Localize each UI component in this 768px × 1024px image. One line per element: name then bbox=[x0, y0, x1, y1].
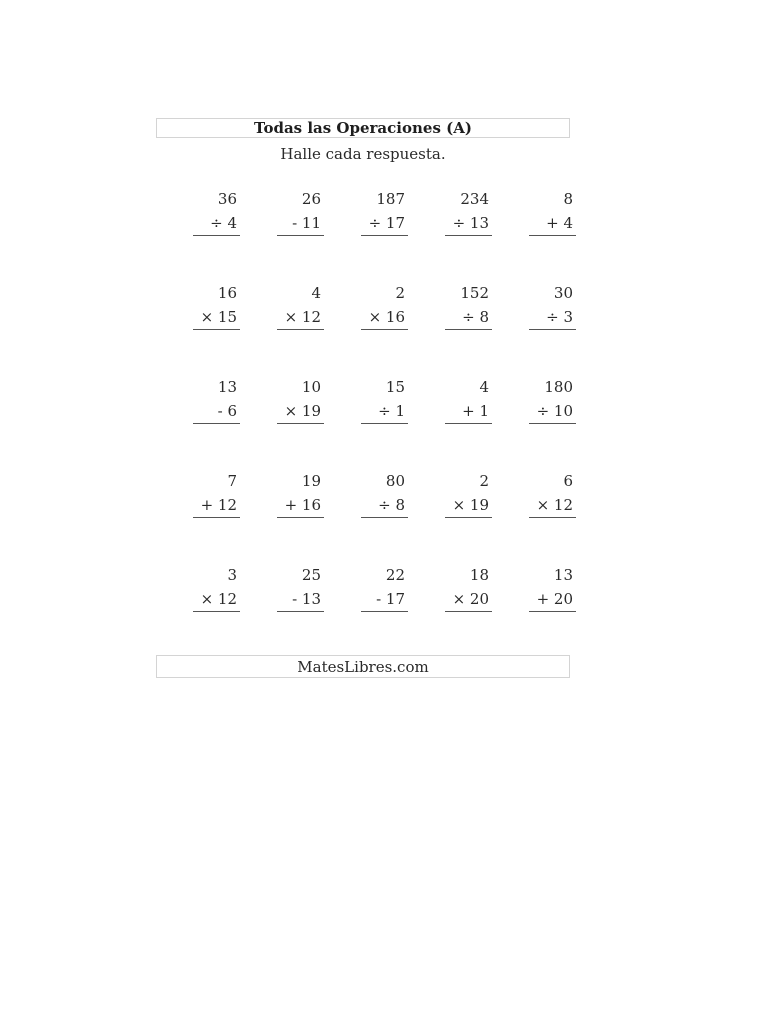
problem-top-number: 13 bbox=[217, 378, 237, 396]
answer-line bbox=[445, 235, 492, 236]
problem-row bbox=[156, 283, 576, 377]
problem-top-number: 36 bbox=[217, 190, 237, 208]
problem-top-number: 26 bbox=[301, 190, 321, 208]
math-problem bbox=[324, 471, 408, 565]
answer-line bbox=[361, 611, 408, 612]
answer-line bbox=[277, 329, 324, 330]
problem-operator-number: ÷ 8 bbox=[462, 308, 489, 326]
problem-top-number: 2 bbox=[479, 472, 489, 490]
problem-operator-number: × 19 bbox=[452, 496, 489, 514]
site-credit: MatesLibres.com bbox=[297, 658, 429, 676]
problem-top-number: 22 bbox=[385, 566, 405, 584]
problem-operator-number: - 13 bbox=[292, 590, 321, 608]
worksheet-title: Todas las Operaciones (A) bbox=[254, 119, 472, 137]
footer-box bbox=[156, 655, 570, 678]
math-problem bbox=[492, 565, 576, 659]
math-problem bbox=[240, 377, 324, 471]
problem-operator-number: × 16 bbox=[368, 308, 405, 326]
math-problem bbox=[492, 189, 576, 283]
problem-operator-number: - 6 bbox=[217, 402, 237, 420]
math-problem bbox=[240, 565, 324, 659]
problem-row bbox=[156, 565, 576, 659]
problem-operator-number: ÷ 10 bbox=[536, 402, 573, 420]
answer-line bbox=[445, 611, 492, 612]
math-problem bbox=[156, 189, 240, 283]
problem-operator-number: ÷ 8 bbox=[378, 496, 405, 514]
answer-line bbox=[277, 423, 324, 424]
problem-operator-number: + 16 bbox=[284, 496, 321, 514]
problem-top-number: 7 bbox=[227, 472, 237, 490]
problem-operator-number: ÷ 3 bbox=[546, 308, 573, 326]
answer-line bbox=[193, 235, 240, 236]
problem-operator-number: - 11 bbox=[292, 214, 321, 232]
problem-operator-number: × 19 bbox=[284, 402, 321, 420]
math-problem bbox=[156, 283, 240, 377]
math-problem bbox=[324, 377, 408, 471]
problem-top-number: 2 bbox=[395, 284, 405, 302]
answer-line bbox=[193, 329, 240, 330]
problem-top-number: 152 bbox=[460, 284, 489, 302]
math-problem bbox=[492, 471, 576, 565]
answer-line bbox=[529, 611, 576, 612]
answer-line bbox=[277, 611, 324, 612]
problem-top-number: 25 bbox=[301, 566, 321, 584]
math-problem bbox=[324, 283, 408, 377]
math-problem bbox=[156, 565, 240, 659]
problem-grid bbox=[156, 189, 576, 659]
problem-top-number: 13 bbox=[553, 566, 573, 584]
answer-line bbox=[361, 423, 408, 424]
problem-operator-number: ÷ 13 bbox=[452, 214, 489, 232]
answer-line bbox=[193, 611, 240, 612]
problem-top-number: 4 bbox=[479, 378, 489, 396]
answer-line bbox=[193, 423, 240, 424]
problem-operator-number: - 17 bbox=[376, 590, 405, 608]
problem-operator-number: × 12 bbox=[536, 496, 573, 514]
math-problem bbox=[408, 377, 492, 471]
problem-row bbox=[156, 471, 576, 565]
problem-operator-number: ÷ 17 bbox=[368, 214, 405, 232]
answer-line bbox=[361, 235, 408, 236]
answer-line bbox=[361, 329, 408, 330]
problem-row bbox=[156, 377, 576, 471]
problem-operator-number: ÷ 4 bbox=[210, 214, 237, 232]
problem-operator-number: + 20 bbox=[536, 590, 573, 608]
problem-top-number: 8 bbox=[563, 190, 573, 208]
problem-row bbox=[156, 189, 576, 283]
math-problem bbox=[156, 377, 240, 471]
math-problem bbox=[408, 471, 492, 565]
math-problem bbox=[240, 471, 324, 565]
problem-top-number: 16 bbox=[217, 284, 237, 302]
problem-top-number: 15 bbox=[385, 378, 405, 396]
problem-operator-number: × 12 bbox=[284, 308, 321, 326]
problem-top-number: 4 bbox=[311, 284, 321, 302]
problem-operator-number: + 12 bbox=[200, 496, 237, 514]
math-problem bbox=[156, 471, 240, 565]
math-problem bbox=[492, 377, 576, 471]
math-problem bbox=[240, 283, 324, 377]
answer-line bbox=[529, 423, 576, 424]
problem-top-number: 19 bbox=[301, 472, 321, 490]
answer-line bbox=[193, 517, 240, 518]
problem-top-number: 18 bbox=[469, 566, 489, 584]
answer-line bbox=[445, 517, 492, 518]
answer-line bbox=[529, 517, 576, 518]
math-problem bbox=[324, 189, 408, 283]
math-problem bbox=[492, 283, 576, 377]
problem-top-number: 30 bbox=[553, 284, 573, 302]
problem-top-number: 187 bbox=[376, 190, 405, 208]
math-problem bbox=[240, 189, 324, 283]
answer-line bbox=[529, 329, 576, 330]
problem-operator-number: + 4 bbox=[546, 214, 573, 232]
problem-top-number: 3 bbox=[227, 566, 237, 584]
problem-top-number: 6 bbox=[563, 472, 573, 490]
problem-top-number: 10 bbox=[301, 378, 321, 396]
math-problem bbox=[408, 283, 492, 377]
answer-line bbox=[277, 517, 324, 518]
problem-top-number: 80 bbox=[385, 472, 405, 490]
problem-top-number: 180 bbox=[544, 378, 573, 396]
answer-line bbox=[445, 329, 492, 330]
title-box bbox=[156, 118, 570, 138]
problem-operator-number: × 12 bbox=[200, 590, 237, 608]
answer-line bbox=[529, 235, 576, 236]
answer-line bbox=[361, 517, 408, 518]
math-problem bbox=[408, 189, 492, 283]
math-problem bbox=[324, 565, 408, 659]
worksheet-instructions: Halle cada respuesta. bbox=[280, 145, 446, 163]
problem-operator-number: × 20 bbox=[452, 590, 489, 608]
math-problem bbox=[408, 565, 492, 659]
problem-top-number: 234 bbox=[460, 190, 489, 208]
problem-operator-number: ÷ 1 bbox=[378, 402, 405, 420]
answer-line bbox=[445, 423, 492, 424]
problem-operator-number: + 1 bbox=[462, 402, 489, 420]
problem-operator-number: × 15 bbox=[200, 308, 237, 326]
answer-line bbox=[277, 235, 324, 236]
